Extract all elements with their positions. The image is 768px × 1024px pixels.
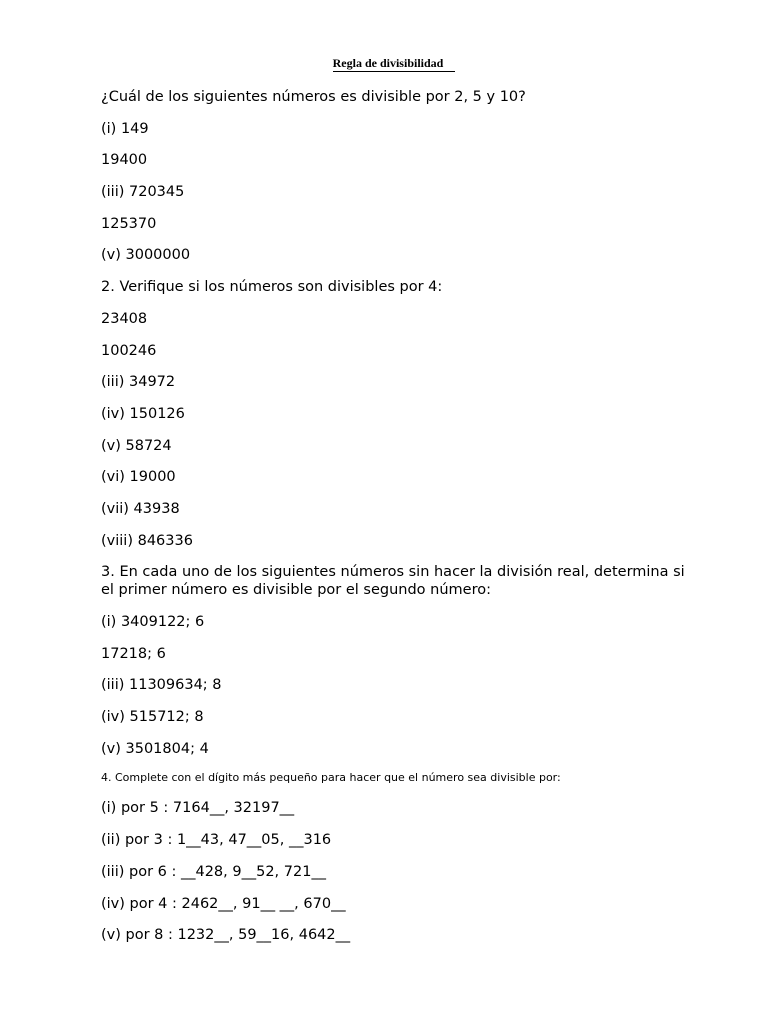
section1-item: (v) 3000000 <box>101 247 191 264</box>
section3-item: (v) 3501804; 4 <box>101 740 209 757</box>
section2-item: (iv) 150126 <box>101 405 185 422</box>
section1-question: ¿Cuál de los siguientes números es divisible por 2, 5 y 10? <box>101 89 526 105</box>
section2-item: (vii) 43938 <box>101 500 180 517</box>
section2-item: (viii) 846336 <box>101 532 193 549</box>
section4-item: (iii) por 6 : __428, 9__52, 721__ <box>101 863 326 880</box>
section4-question: 4. Complete con el dígito más pequeño para hacer que el número sea divisible por: <box>101 771 561 785</box>
section1-item: 19400 <box>101 152 148 169</box>
section3-question: 3. En cada uno de los siguientes números sin hacer la división real, determina si el primer número es divisible por el segundo número: <box>101 564 685 599</box>
section1-item: (i) 149 <box>101 120 149 137</box>
section2-question: 2. Verifique si los números son divisibles por 4: <box>101 279 443 296</box>
section4-item: (ii) por 3 : 1__43, 47__05, __316 <box>101 832 332 849</box>
section3-item: (iv) 515712; 8 <box>101 709 204 726</box>
section2-item: (vi) 19000 <box>101 469 176 486</box>
section4-item: (iv) por 4 : 2462__, 91__ __, 670__ <box>101 895 346 912</box>
section4-item: (i) por 5 : 7164__, 32197__ <box>101 800 295 817</box>
document-title: Regla de divisibilidad <box>0 55 768 72</box>
section3-item: 17218; 6 <box>101 645 166 662</box>
section1-item: (iii) 720345 <box>101 184 185 201</box>
section1-item: 125370 <box>101 215 157 232</box>
section3-item: (i) 3409122; 6 <box>101 614 205 630</box>
section2-item: 23408 <box>101 310 148 327</box>
document-body <box>101 88 701 958</box>
section2-item: 100246 <box>101 342 157 359</box>
section2-item: (v) 58724 <box>101 437 172 454</box>
section2-item: (iii) 34972 <box>101 374 176 391</box>
section4-item: (v) por 8 : 1232__, 59__16, 4642__ <box>101 927 351 944</box>
section3-item: (iii) 11309634; 8 <box>101 677 222 694</box>
